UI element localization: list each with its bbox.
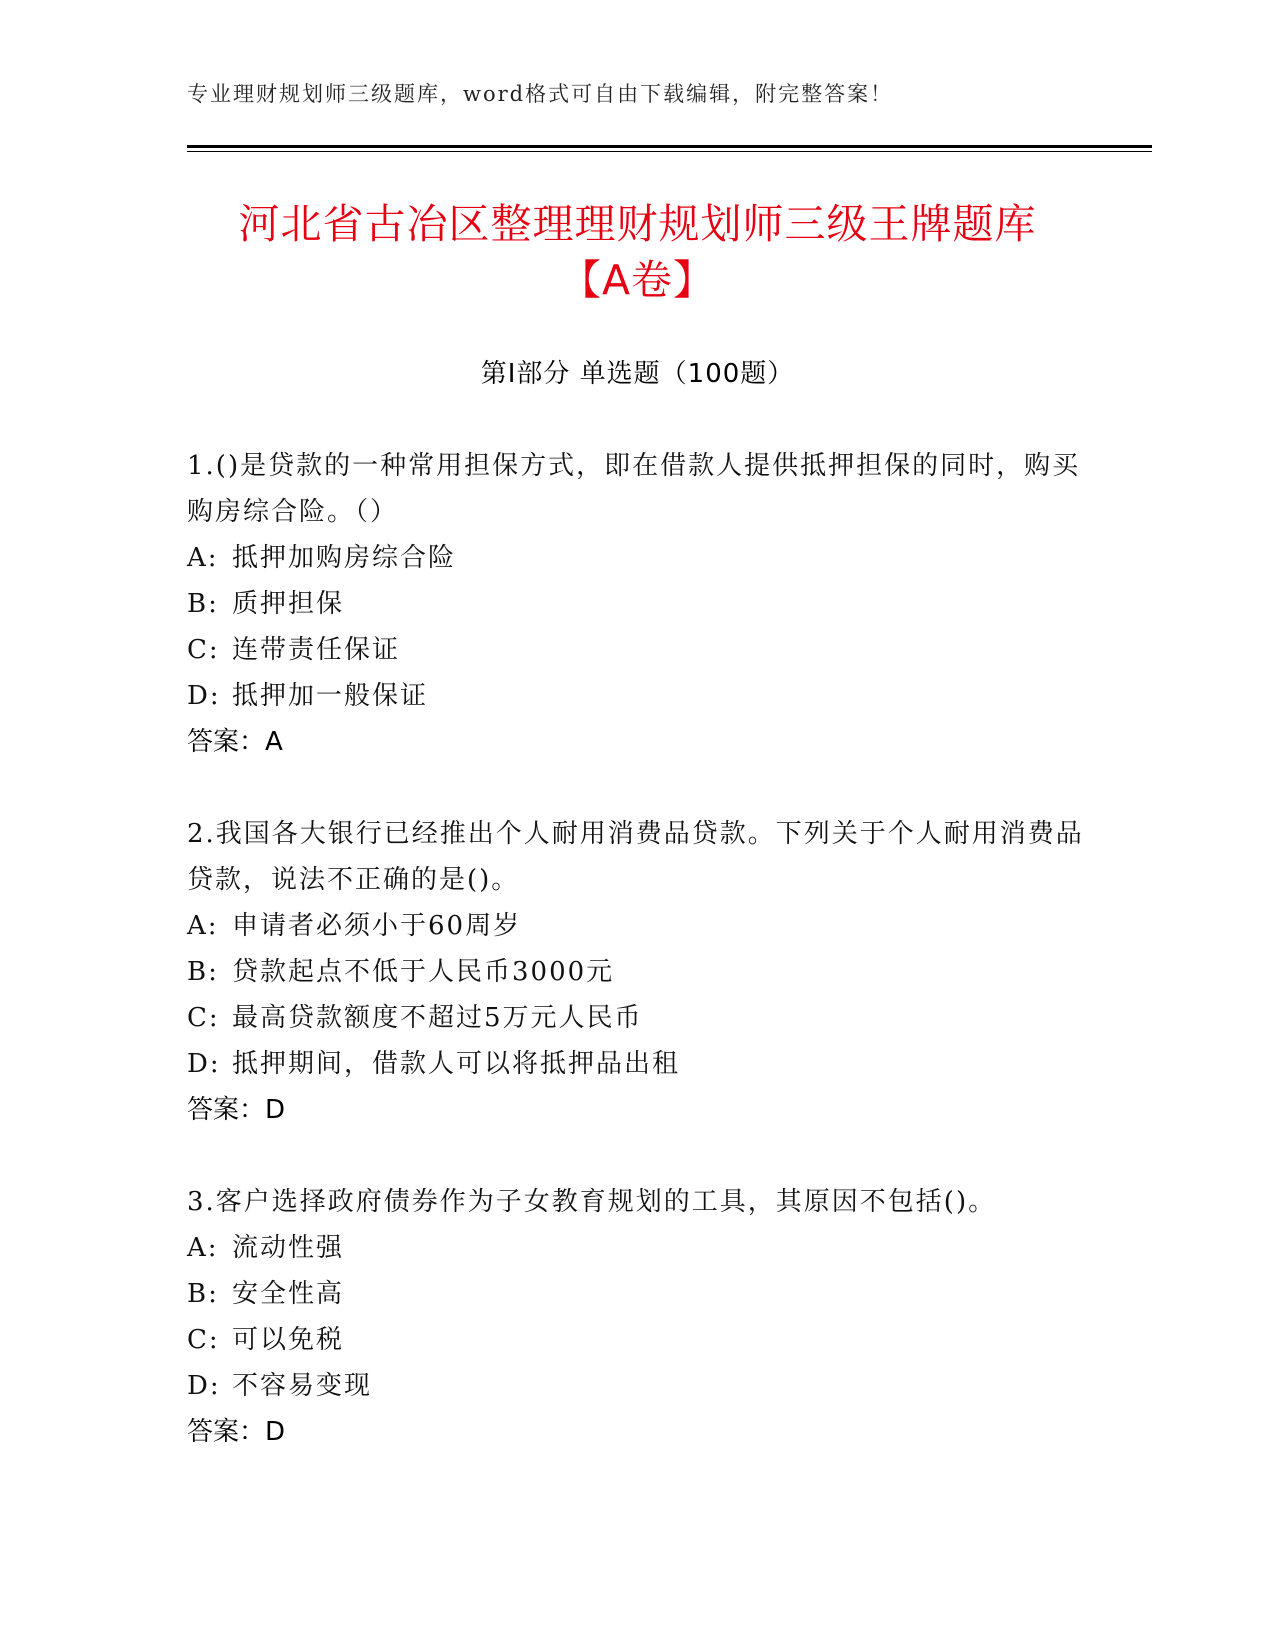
option-text: 可以免税 — [232, 1325, 345, 1355]
header-divider-thin — [187, 151, 1152, 152]
option-letter: D: — [187, 1371, 221, 1401]
option-letter: A: — [187, 543, 219, 573]
question-answer: 答案：D — [187, 1095, 286, 1125]
question-option — [187, 1317, 1087, 1363]
option-letter: B: — [187, 589, 219, 619]
option-text: 抵押加购房综合险 — [232, 543, 457, 573]
question-stem: 2.我国各大银行已经推出个人耐用消费品贷款。下列关于个人耐用消费品贷款，说法不正确的是()。 — [187, 819, 1084, 895]
header-divider-thick — [187, 145, 1152, 148]
question-option — [187, 627, 1087, 673]
document-title-line1: 河北省古冶区整理理财规划师三级王牌题库 — [238, 200, 1037, 248]
question-item — [187, 1179, 1087, 1455]
question-option — [187, 1363, 1087, 1409]
header-note: 专业理财规划师三级题库，word格式可自由下载编辑，附完整答案！ — [187, 82, 894, 106]
document-title-line2: 【A卷】 — [559, 256, 716, 304]
option-text: 申请者必须小于60周岁 — [232, 911, 522, 941]
option-text: 不容易变现 — [232, 1371, 373, 1401]
option-text: 连带责任保证 — [232, 635, 401, 665]
option-letter: C: — [187, 1003, 220, 1033]
option-letter: D: — [187, 1049, 221, 1079]
option-letter: C: — [187, 635, 220, 665]
question-option — [187, 1225, 1087, 1271]
question-answer: 答案：D — [187, 1417, 286, 1447]
section-heading: 第I部分 单选题（100题） — [480, 359, 795, 389]
question-option — [187, 903, 1087, 949]
question-option — [187, 1041, 1087, 1087]
question-option — [187, 949, 1087, 995]
question-item — [187, 811, 1087, 1133]
question-stem: 1.()是贷款的一种常用担保方式，即在借款人提供抵押担保的同时，购买购房综合险。（） — [187, 451, 1081, 527]
question-option — [187, 1271, 1087, 1317]
question-item — [187, 443, 1087, 765]
option-letter: C: — [187, 1325, 220, 1355]
option-text: 质押担保 — [232, 589, 345, 619]
question-option — [187, 535, 1087, 581]
question-option — [187, 995, 1087, 1041]
question-option — [187, 673, 1087, 719]
option-text: 抵押期间，借款人可以将抵押品出租 — [232, 1049, 681, 1079]
option-text: 贷款起点不低于人民币3000元 — [232, 957, 615, 987]
option-letter: A: — [187, 911, 219, 941]
question-stem: 3.客户选择政府债券作为子女教育规划的工具，其原因不包括()。 — [187, 1187, 997, 1217]
option-letter: D: — [187, 681, 221, 711]
question-list — [187, 443, 1087, 1501]
option-letter: B: — [187, 957, 219, 987]
option-text: 流动性强 — [232, 1233, 345, 1263]
option-letter: A: — [187, 1233, 219, 1263]
question-answer: 答案：A — [187, 727, 283, 757]
option-text: 最高贷款额度不超过5万元人民币 — [232, 1003, 643, 1033]
document-title — [150, 196, 1125, 308]
option-text: 安全性高 — [232, 1279, 345, 1309]
question-option — [187, 581, 1087, 627]
option-letter: B: — [187, 1279, 219, 1309]
option-text: 抵押加一般保证 — [232, 681, 429, 711]
